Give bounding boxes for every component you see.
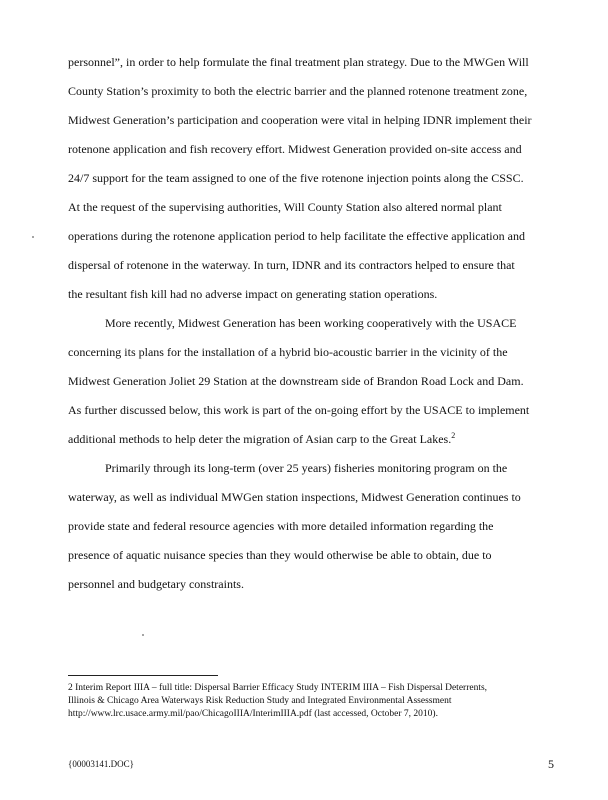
footer-document-code: {00003141.DOC} [68,759,134,769]
body-line: provide state and federal resource agencies with more detailed information regarding the [68,519,494,533]
body-line: At the request of the supervising authorities, Will County Station also altered normal plant [68,200,502,214]
body-line: As further discussed below, this work is part of the on-going effort by the USACE to implement [68,403,530,417]
body-line: waterway, as well as individual MWGen station inspections, Midwest Generation continues to [68,490,521,504]
body-line: More recently, Midwest Generation has been working cooperatively with the USACE [105,316,517,330]
body-line: additional methods to help deter the migration of Asian carp to the Great Lakes. [68,432,452,446]
body-line: presence of aquatic nuisance species than they would otherwise be able to obtain, due to [68,548,492,562]
body-line: the resultant fish kill had no adverse impact on generating station operations. [68,287,438,301]
body-line: Midwest Generation Joliet 29 Station at the downstream side of Brandon Road Lock and Dam. [68,374,524,388]
body-line: County Station’s proximity to both the electric barrier and the planned rotenone treatment zone, [68,84,528,98]
scan-speck [32,236,34,238]
footnote-line: Illinois & Chicago Area Waterways Risk Reduction Study and Integrated Environmental Assessment [68,696,452,706]
body-line: concerning its plans for the installation of a hybrid bio-acoustic barrier in the vicinity of the [68,345,508,359]
body-line: personnel”, in order to help formulate the final treatment plan strategy. Due to the MWGen Will [68,55,529,69]
body-line: operations during the rotenone application period to help facilitate the effective application and [68,229,525,243]
body-line: personnel and budgetary constraints. [68,577,244,591]
footnote-line: 2 Interim Report IIIA – full title: Dispersal Barrier Efficacy Study INTERIM IIIA – Fish Dispersal Deterrents, [68,683,488,693]
body-line: Midwest Generation’s participation and cooperation were vital in helping IDNR implement their [68,113,532,127]
page-number: 5 [548,757,554,771]
footnote-line: http://www.lrc.usace.army.mil/pao/ChicagoIIIA/InterimIIIA.pdf (last accessed, October 7, 2010). [68,709,438,719]
scan-speck [142,634,144,636]
body-line-with-footnote [68,431,455,447]
footnote-separator [68,675,218,676]
body-line: rotenone application and fish recovery effort. Midwest Generation provided on-site access and [68,142,522,156]
body-line: Primarily through its long-term (over 25 years) fisheries monitoring program on the [105,461,508,475]
body-line: 24/7 support for the team assigned to one of the five rotenone injection points along the CSSC. [68,171,524,185]
footnote-reference: 2 [451,431,456,440]
body-line: dispersal of rotenone in the waterway. In turn, IDNR and its contractors helped to ensure that [68,258,515,272]
